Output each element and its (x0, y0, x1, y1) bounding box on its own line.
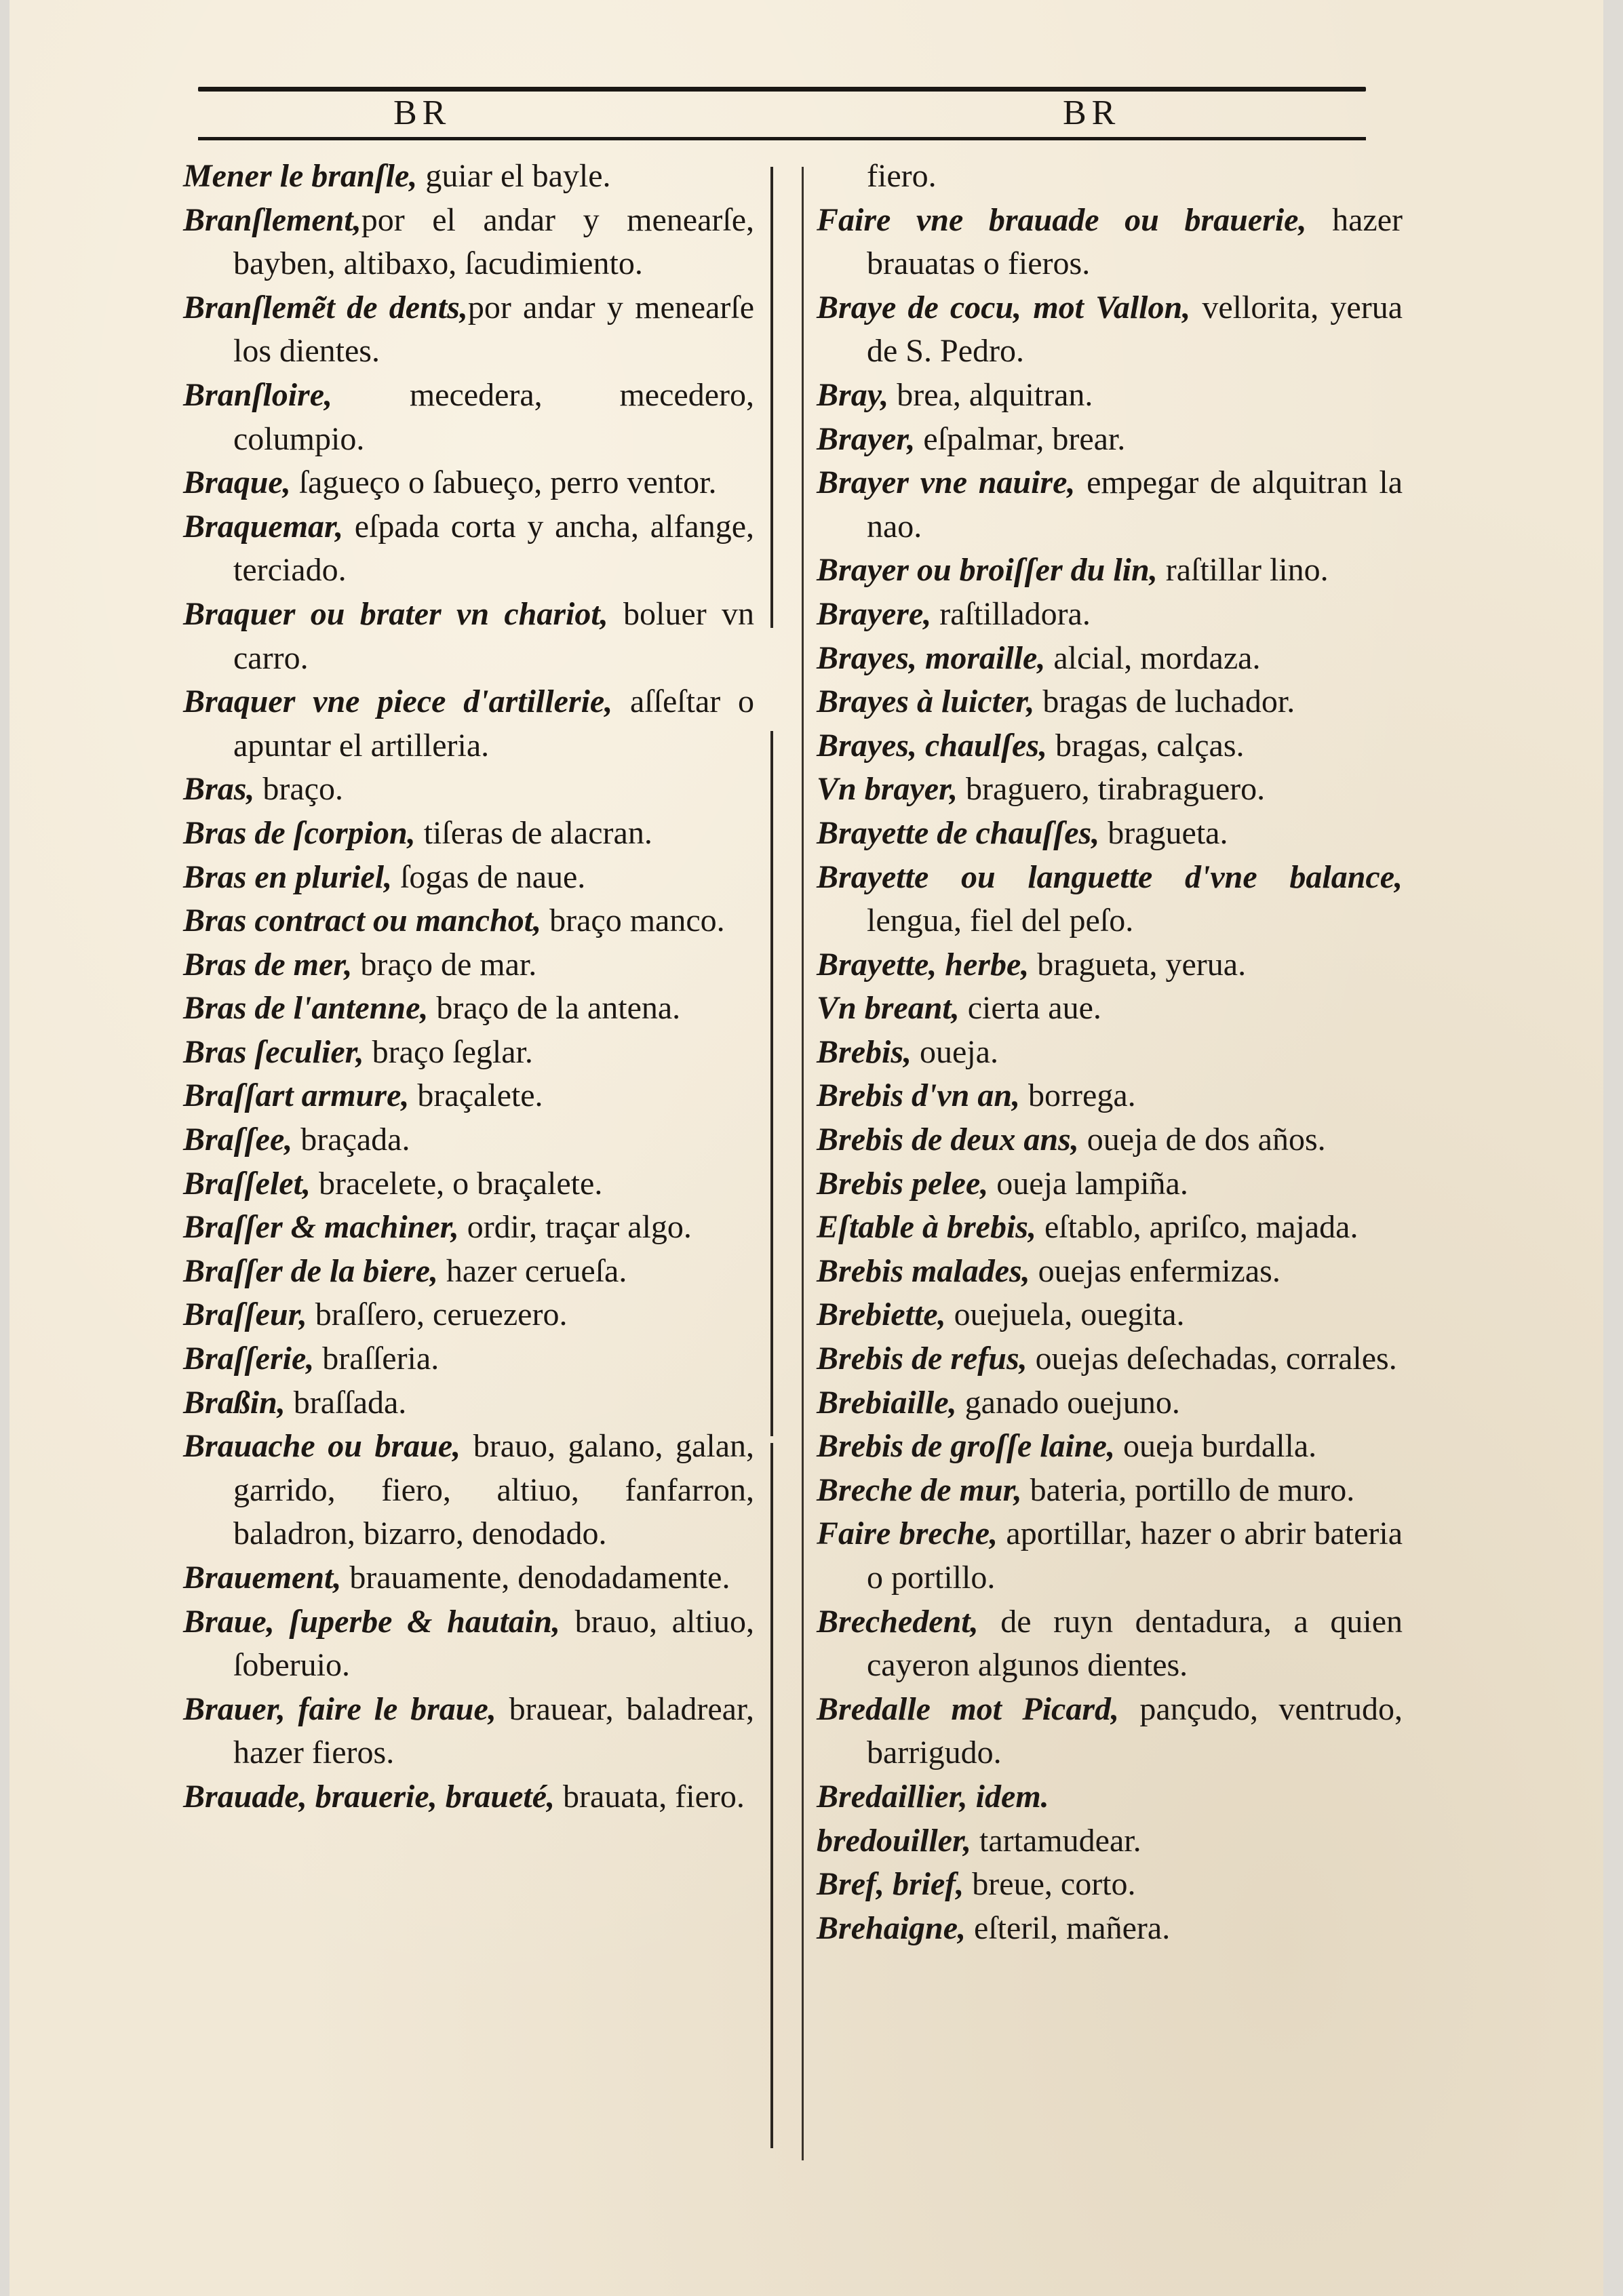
entry-headword: Braquemar, (183, 508, 344, 545)
entry-translation: braſſada. (285, 1384, 407, 1421)
dictionary-entry (183, 1600, 754, 1688)
dictionary-entry (817, 1074, 1403, 1118)
entry-translation: bragas de luchador. (1034, 684, 1295, 720)
entry-translation: ouejas enfermizas. (1030, 1252, 1280, 1289)
entry-translation: brauo, altiuo, ſoberuio. (233, 1603, 754, 1684)
left-column (183, 155, 754, 1819)
entry-translation: bracelete, o braçalete. (310, 1165, 603, 1202)
entry-translation: lengua, fiel del peſo. (867, 903, 1134, 939)
entry-headword: Brayes, chaulſes, (817, 727, 1047, 764)
entry-headword: Brebiaille, (817, 1384, 957, 1421)
entry-headword: Brayes à luicter, (817, 684, 1035, 720)
entry-headword: Branſlement, (183, 201, 361, 238)
entry-translation: bragueta, yerua. (1029, 946, 1247, 983)
entry-translation: brauata, fiero. (555, 1778, 745, 1815)
dictionary-entry (817, 1907, 1403, 1951)
entry-headword: bredouiller, (817, 1822, 972, 1859)
entry-headword: Braſſer de la biere, (183, 1252, 438, 1289)
dictionary-entry (817, 943, 1403, 987)
entry-translation: pançudo, ventrudo, barrigudo. (867, 1690, 1403, 1771)
entry-translation: empegar de alquitran la nao. (867, 464, 1403, 545)
dictionary-entry (817, 593, 1403, 637)
entry-headword: Brebis d'vn an, (817, 1077, 1021, 1114)
dictionary-entry (183, 505, 754, 593)
dictionary-entry (183, 680, 754, 768)
entry-headword: Braſſer & machiner, (183, 1209, 459, 1246)
entry-translation: oueja. (912, 1033, 998, 1070)
entry-translation: guiar el bayle. (417, 158, 611, 194)
entry-headword: Braſſee, (183, 1122, 293, 1158)
entry-translation: brauamente, denodadamente. (341, 1560, 730, 1596)
entry-headword: Vn brayer, (817, 771, 958, 808)
dictionary-entry (817, 1600, 1403, 1688)
entry-headword: Brauade, brauerie, braueté, (183, 1778, 555, 1815)
column-rule (802, 167, 804, 2160)
dictionary-entry (183, 812, 754, 856)
dictionary-entry (183, 1031, 754, 1075)
dictionary-entry (817, 1863, 1403, 1907)
dictionary-entry (183, 899, 754, 943)
entry-headword: Bras de mer, (183, 946, 353, 983)
entry-headword: Branſloire, (183, 376, 333, 413)
entry-headword: Braſſelet, (183, 1165, 311, 1202)
dictionary-entry (817, 1819, 1403, 1863)
dictionary-entry (817, 768, 1403, 812)
entry-translation: braço. (254, 771, 343, 808)
running-head-right: BR (1063, 94, 1121, 132)
dictionary-entry (817, 1250, 1403, 1294)
entry-headword: Faire vne brauade ou brauerie, (817, 201, 1307, 238)
dictionary-entry (817, 812, 1403, 856)
entry-translation: hazer cerueſa. (437, 1252, 627, 1289)
entry-translation: tiſeras de alacran. (415, 814, 652, 851)
entry-translation: braſſeria. (314, 1341, 439, 1377)
dictionary-entry (183, 155, 754, 199)
entry-headword: Brebis de groſſe laine, (817, 1428, 1115, 1465)
entry-translation: bateria, portillo de muro. (1021, 1471, 1355, 1508)
dictionary-entry (817, 1512, 1403, 1600)
entry-headword: Eſtable à brebis, (817, 1209, 1036, 1246)
entry-translation: breue, corto. (964, 1866, 1136, 1903)
entry-translation: bragueta. (1099, 814, 1228, 851)
entry-headword: Braſſerie, (183, 1341, 315, 1377)
entry-translation: cierta aue. (959, 990, 1101, 1027)
entry-headword: Bras, (183, 771, 255, 808)
dictionary-entry (183, 1425, 754, 1556)
dictionary-entry (183, 856, 754, 900)
dictionary-entry (183, 1074, 754, 1118)
entry-headword: Brayer vne nauire, (817, 464, 1076, 501)
entry-headword: Mener le branſle, (183, 158, 418, 194)
dictionary-entry (817, 1337, 1403, 1381)
dictionary-entry (817, 1162, 1403, 1206)
entry-translation: vellorita, yerua de S. Pedro. (867, 289, 1403, 370)
entry-translation: braçalete. (409, 1077, 543, 1114)
entry-translation: hazer brauatas o fieros. (867, 201, 1403, 282)
entry-headword: Bredalle mot Picard, (817, 1690, 1120, 1727)
dictionary-entry (817, 1293, 1403, 1337)
entry-headword: Brebis malades, (817, 1252, 1030, 1289)
dictionary-entry (817, 1469, 1403, 1513)
dictionary-entry (183, 593, 754, 680)
entry-headword: Brechedent, (817, 1603, 979, 1640)
entry-translation: aportillar, hazer o abrir bateria o portillo. (867, 1516, 1403, 1596)
entry-headword: Braque, (183, 464, 291, 501)
dictionary-entry (183, 1162, 754, 1206)
dictionary-entry (817, 1206, 1403, 1250)
dictionary-entry (183, 1556, 754, 1600)
entry-headword: Brebis pelee, (817, 1165, 989, 1202)
dictionary-entry (183, 1118, 754, 1162)
entry-translation: de ruyn dentadura, a quien cayeron algunos dientes. (867, 1603, 1403, 1684)
entry-headword: Brayette, herbe, (817, 946, 1030, 983)
dictionary-entry (183, 943, 754, 987)
entry-translation: braſſero, ceruezero. (307, 1297, 568, 1333)
entry-translation: mecedera, mecedero, columpio. (233, 376, 754, 457)
entry-translation: bragas, calças. (1047, 727, 1245, 764)
dictionary-entry (817, 1381, 1403, 1425)
dictionary-entry (817, 1425, 1403, 1469)
entry-headword: Brebiette, (817, 1297, 946, 1333)
entry-headword: Faire breche, (817, 1516, 998, 1552)
entry-translation: por andar y menearſe los dientes. (233, 289, 755, 370)
dictionary-entry (817, 680, 1403, 724)
dictionary-entry (817, 461, 1403, 549)
entry-translation: ouejas deſechadas, corrales. (1027, 1341, 1397, 1377)
dictionary-entry (183, 286, 754, 374)
dictionary-entry (183, 1206, 754, 1250)
entry-translation: brea, alquitran. (888, 376, 1093, 413)
right-column (817, 155, 1403, 1950)
dictionary-entry (817, 374, 1403, 418)
entry-translation: aſſeſtar o apuntar el artilleria. (233, 684, 754, 764)
entry-translation: ordir, traçar algo. (458, 1209, 692, 1246)
entry-headword: Bredaillier, idem. (817, 1778, 1049, 1815)
column-rule (770, 167, 773, 628)
entry-translation: ſagueço o ſabueço, perro ventor. (290, 464, 717, 501)
entry-translation: oueja lampiña. (988, 1165, 1188, 1202)
dictionary-entry (817, 856, 1403, 943)
entry-headword: Brayette de chauſſes, (817, 814, 1100, 851)
header-rule (198, 87, 1366, 92)
dictionary-entry (183, 987, 754, 1031)
dictionary-entry (817, 1118, 1403, 1162)
entry-headword: Brayer, (817, 420, 916, 457)
dictionary-entry (817, 549, 1403, 593)
entry-headword: Braſſeur, (183, 1297, 307, 1333)
entry-headword: Brayere, (817, 595, 932, 632)
dictionary-entry (183, 768, 754, 812)
dictionary-entry (817, 987, 1403, 1031)
entry-headword: Braue, ſuperbe & hautain, (183, 1603, 560, 1640)
entry-headword: Braſſart armure, (183, 1077, 410, 1114)
entry-translation: braço ſeglar. (364, 1033, 533, 1070)
dictionary-entry (817, 418, 1403, 462)
entry-headword: Brebis de deux ans, (817, 1122, 1079, 1158)
dictionary-entry (183, 1381, 754, 1425)
entry-translation: alcial, mordaza. (1045, 639, 1261, 676)
dictionary-entry (183, 374, 754, 461)
dictionary-entry (183, 1293, 754, 1337)
entry-headword: Braßin, (183, 1384, 286, 1421)
entry-translation: braço manco. (541, 903, 725, 939)
entry-headword: Braquer vne piece d'artillerie, (183, 684, 613, 720)
entry-headword: Bras en pluriel, (183, 858, 393, 895)
entry-headword: Bray, (817, 376, 889, 413)
entry-headword: Brauement, (183, 1560, 342, 1596)
entry-translation: oueja de dos años. (1078, 1122, 1326, 1158)
entry-translation: oueja burdalla. (1114, 1428, 1317, 1465)
entry-translation: eſtablo, apriſco, majada. (1036, 1209, 1358, 1246)
dictionary-entry (183, 1775, 754, 1819)
entry-translation: ouejuela, ouegita. (945, 1297, 1185, 1333)
entry-headword: Brauer, faire le braue, (183, 1690, 496, 1727)
entry-translation: borrega. (1020, 1077, 1136, 1114)
entry-translation: raſtillar lino. (1157, 552, 1329, 589)
entry-translation: braço de la antena. (428, 990, 681, 1027)
entry-headword: Brebis, (817, 1033, 912, 1070)
entry-translation: brauear, baladrear, hazer fieros. (233, 1690, 755, 1771)
dictionary-entry (183, 1337, 754, 1381)
dictionary-entry (817, 1775, 1403, 1819)
dictionary-entry (183, 461, 754, 505)
entry-translation: eſteril, mañera. (966, 1909, 1171, 1946)
entry-headword: Braquer ou brater vn chariot, (183, 595, 608, 632)
dictionary-entry (183, 199, 754, 286)
dictionary-entry (817, 1688, 1403, 1775)
dictionary-entry (183, 1688, 754, 1775)
entry-translation: braguero, tirabraguero. (958, 771, 1266, 808)
dictionary-entry (183, 1250, 754, 1294)
entry-headword: Brayette ou languette d'vne balance, (817, 858, 1403, 895)
entry-translation: por el andar y menearſe, bayben, altibaxo, ſacudimiento. (233, 201, 754, 282)
running-head-left: BR (393, 94, 452, 132)
dictionary-entry (817, 637, 1403, 681)
entry-translation: brauo, galano, galan, garrido, fiero, altiuo, fanfarron, baladron, bizarro, denodado. (233, 1428, 754, 1552)
entry-translation: raſtilladora. (931, 595, 1091, 632)
entry-headword: Bref, brief, (817, 1866, 964, 1903)
entry-translation: boluer vn carro. (233, 595, 755, 676)
entry-headword: Brayes, moraille, (817, 639, 1046, 676)
entry-translation: ſogas de naue. (392, 858, 586, 895)
dictionary-entry (817, 1031, 1403, 1075)
entry-headword: Brehaigne, (817, 1909, 966, 1946)
entry-translation: fiero. (867, 158, 937, 194)
dictionary-entry (817, 155, 1403, 199)
entry-headword: Brauache ou braue, (183, 1428, 461, 1465)
book-page (9, 0, 1603, 2296)
column-rule (770, 1443, 773, 2148)
entry-headword: Breche de mur, (817, 1471, 1022, 1508)
entry-translation: ganado ouejuno. (956, 1384, 1180, 1421)
entry-headword: Bras de l'antenne, (183, 990, 429, 1027)
entry-translation: braçada. (292, 1122, 410, 1158)
entry-headword: Brayer ou broiſſer du lin, (817, 552, 1158, 589)
entry-translation: eſpalmar, brear. (915, 420, 1126, 457)
entry-translation: braço de mar. (352, 946, 537, 983)
entry-translation: tartamudear. (971, 1822, 1141, 1859)
entry-headword: Bras ſeculier, (183, 1033, 364, 1070)
dictionary-entry (817, 286, 1403, 374)
entry-headword: Vn breant, (817, 990, 960, 1027)
entry-translation: eſpada corta y ancha, alfange, terciado. (233, 508, 754, 589)
header-underline-rule (198, 137, 1366, 140)
entry-headword: Braye de cocu, mot Vallon, (817, 289, 1191, 325)
entry-headword: Branſlemẽt de dents, (183, 289, 468, 325)
dictionary-entry (817, 199, 1403, 286)
entry-headword: Brebis de refus, (817, 1341, 1028, 1377)
dictionary-entry (817, 724, 1403, 768)
entry-headword: Bras de ſcorpion, (183, 814, 416, 851)
column-rule (770, 731, 773, 1436)
entry-headword: Bras contract ou manchot, (183, 903, 542, 939)
